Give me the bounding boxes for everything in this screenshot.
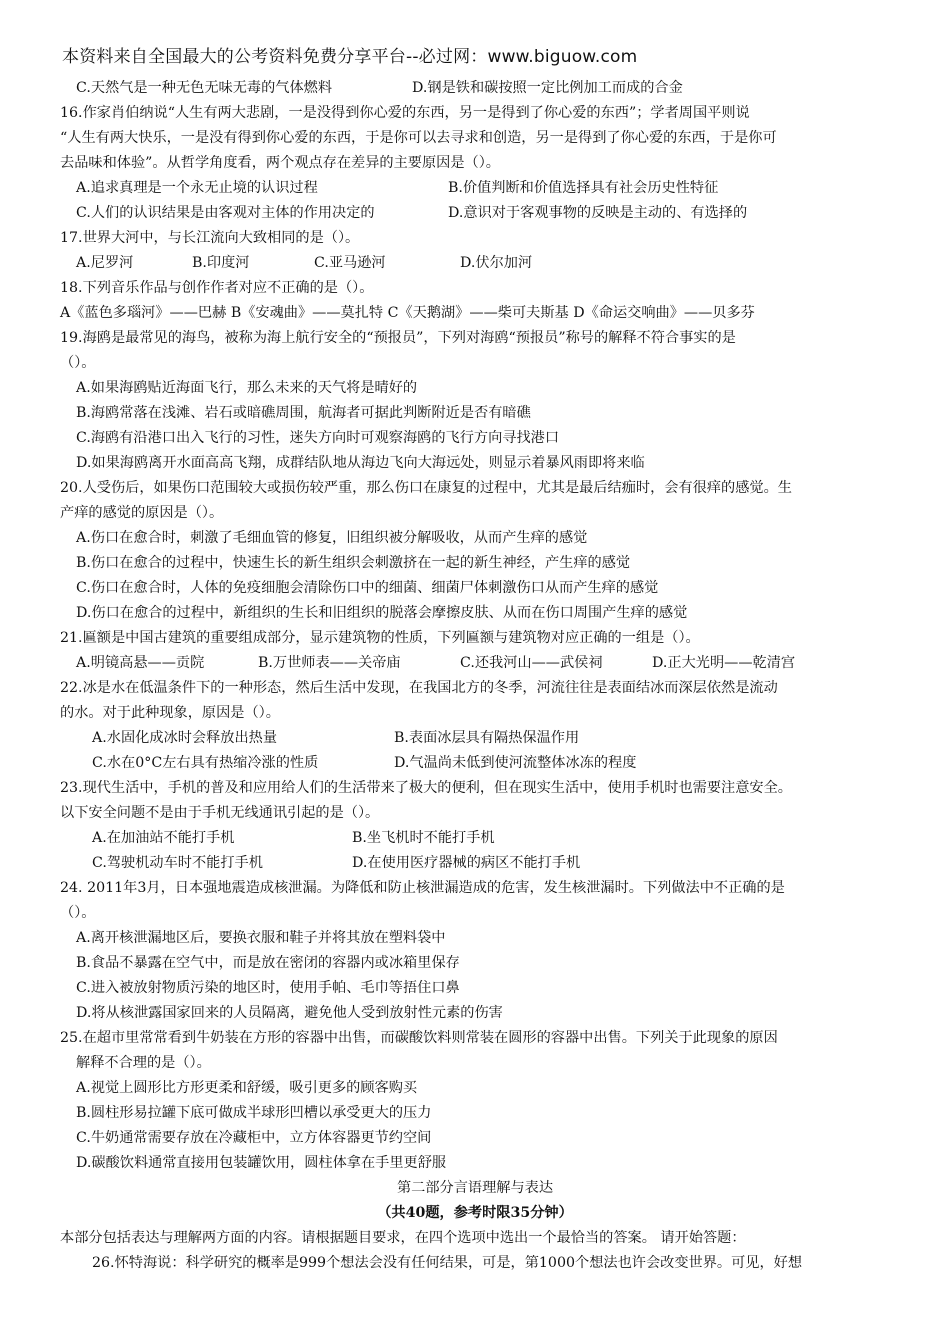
q24-option-c: C.进入被放射物质污染的地区时，使用手帕、毛巾等捂住口鼻 <box>76 980 460 996</box>
q20-option-b: B.伤口在愈合的过程中，快速生长的新生组织会刺激挤在一起的新生神经，产生痒的感觉 <box>76 555 631 571</box>
q23-option-b: B.坐飞机时不能打手机 <box>352 830 495 846</box>
q21-option-d: D.正大光明——乾清宫 <box>652 655 796 671</box>
q23-stem-line2: 以下安全问题不是由于手机无线通讯引起的是（）。 <box>60 805 380 821</box>
q25-option-d: D.碳酸饮料通常直接用包装罐饮用，圆柱体拿在手里更舒服 <box>76 1155 447 1171</box>
q24-stem-line1: 24. 2011年3月，日本强地震造成核泄漏。为降低和防止核泄漏造成的危害，发生核泄漏时。下列做法中不正确的是 <box>60 880 785 896</box>
q22-option-d: D.气温尚未低到使河流整体冰冻的程度 <box>394 755 637 771</box>
q16-stem-line3: 去品味和体验”。从哲学角度看，两个观点存在差异的主要原因是（）。 <box>60 155 500 171</box>
q20-option-a: A.伤口在愈合时，刺激了毛细血管的修复，旧组织被分解吸收，从而产生痒的感觉 <box>76 530 588 546</box>
q23-stem-line1: 23.现代生活中，手机的普及和应用给人们的生活带来了极大的便利，但在现实生活中，使用手机时也需要注意安全。 <box>60 780 792 796</box>
q22-stem-line2: 的水。对于此种现象，原因是（）。 <box>60 705 280 721</box>
q20-stem-line1: 20.人受伤后，如果伤口范围较大或损伤较严重，那么伤口在康复的过程中，尤其是最后结痂时，会有很痒的感觉。生 <box>60 480 792 496</box>
section-subtitle: （共40题，参考时限35分钟） <box>377 1205 573 1221</box>
q19-stem-line1: 19.海鸥是最常见的海鸟，被称为海上航行安全的“预报员”，下列对海鸥“预报员”称号的解释不符合事实的是 <box>60 330 736 346</box>
q20-stem-line2: 产痒的感觉的原因是（）。 <box>60 505 224 521</box>
q20-option-d: D.伤口在愈合的过程中，新组织的生长和旧组织的脱落会摩擦皮肤、从而在伤口周围产生痒的感觉 <box>76 605 688 621</box>
q25-stem-line1: 25.在超市里常常看到牛奶装在方形的容器中出售，而碳酸饮料则常装在圆形的容器中出售。下列关于此现象的原因 <box>60 1030 778 1046</box>
q25-option-b: B.圆柱形易拉罐下底可做成半球形凹槽以承受更大的压力 <box>76 1105 432 1121</box>
q16-option-d: D.意识对于客观事物的反映是主动的、有选择的 <box>448 205 748 221</box>
q16-option-b: B.价值判断和价值选择具有社会历史性特征 <box>448 180 719 196</box>
q17-stem: 17.世界大河中，与长江流向大致相同的是（）。 <box>60 230 360 246</box>
page-header: 本资料来自全国最大的公考资料免费分享平台--必过网：www.biguow.com <box>62 47 638 67</box>
q23-option-c: C.驾驶机动车时不能打手机 <box>92 855 263 871</box>
q15-option-d: D.钢是铁和碳按照一定比例加工而成的合金 <box>412 80 683 96</box>
q24-stem-line2: （）。 <box>60 905 96 921</box>
q16-stem-line2: “人生有两大快乐，一是没有得到你心爱的东西，于是你可以去寻求和创造，另一是得到了你心爱的东西，于是你可 <box>60 130 777 146</box>
q22-option-a: A.水固化成冰时会释放出热量 <box>92 730 278 746</box>
q18-options: A《蓝色多瑙河》——巴赫 B《安魂曲》——莫扎特 C《天鹅湖》——柴可夫斯基 D《命运交响曲》——贝多芬 <box>60 305 755 321</box>
section-title: 第二部分言语理解与表达 <box>396 1180 554 1196</box>
q22-option-c: C.水在0°C左右具有热缩冷涨的性质 <box>92 755 319 771</box>
q19-option-d: D.如果海鸥离开水面高高飞翔，成群结队地从海边飞向大海远处，则显示着暴风雨即将来临 <box>76 455 645 471</box>
q19-option-c: C.海鸥有沿港口出入飞行的习性，迷失方向时可观察海鸥的飞行方向寻找港口 <box>76 430 560 446</box>
q17-option-a: A.尼罗河 <box>76 255 134 271</box>
q18-stem: 18.下列音乐作品与创作作者对应不正确的是（）。 <box>60 280 374 296</box>
q21-option-b: B.万世师表——关帝庙 <box>258 655 401 671</box>
q24-option-a: A.离开核泄漏地区后，要换衣服和鞋子并将其放在塑料袋中 <box>76 930 446 946</box>
q19-option-b: B.海鸥常落在浅滩、岩石或暗礁周围，航海者可据此判断附近是否有暗礁 <box>76 405 531 421</box>
q17-option-c: C.亚马逊河 <box>314 255 386 271</box>
q23-option-a: A.在加油站不能打手机 <box>92 830 235 846</box>
q15-option-c: C.天然气是一种无色无味无毒的气体燃料 <box>76 80 333 96</box>
q22-option-b: B.表面冰层具有隔热保温作用 <box>394 730 580 746</box>
q25-option-c: C.牛奶通常需要存放在冷藏柜中，立方体容器更节约空间 <box>76 1130 432 1146</box>
section-intro: 本部分包括表达与理解两方面的内容。请根据题目要求，在四个选项中选出一个最恰当的答案。 请开始答题： <box>60 1230 746 1246</box>
q22-stem-line1: 22.冰是水在低温条件下的一种形态，然后生活中发现，在我国北方的冬季，河流往往是表面结冰而深层依然是流动 <box>60 680 778 696</box>
q16-stem-line1: 16.作家肖伯纳说“人生有两大悲剧，一是没得到你心爱的东西，另一是得到了你心爱的东西”；学者周国平则说 <box>60 105 750 121</box>
q24-option-d: D.将从核泄露国家回来的人员隔离，避免他人受到放射性元素的伤害 <box>76 1005 503 1021</box>
q16-option-a: A.追求真理是一个永无止境的认识过程 <box>76 180 318 196</box>
q21-option-c: C.还我河山——武侯祠 <box>460 655 603 671</box>
q25-stem-line2: 解释不合理的是（）。 <box>76 1055 211 1071</box>
q17-option-b: B.印度河 <box>192 255 250 271</box>
q20-option-c: C.伤口在愈合时，人体的免疫细胞会清除伤口中的细菌、细菌尸体刺激伤口从而产生痒的感觉 <box>76 580 659 596</box>
q21-option-a: A.明镜高悬——贡院 <box>76 655 205 671</box>
q16-option-c: C.人们的认识结果是由客观对主体的作用决定的 <box>76 205 375 221</box>
q25-option-a: A.视觉上圆形比方形更柔和舒缓，吸引更多的顾客购买 <box>76 1080 418 1096</box>
q19-stem-line2: （）。 <box>60 355 96 371</box>
q26-stem-line1: 26.怀特海说：科学研究的概率是999个想法会没有任何结果，可是，第1000个想法也许会改变世界。可见，好想 <box>92 1255 803 1271</box>
q24-option-b: B.食品不暴露在空气中，而是放在密闭的容器内或冰箱里保存 <box>76 955 460 971</box>
q23-option-d: D.在使用医疗器械的病区不能打手机 <box>352 855 581 871</box>
q21-stem: 21.匾额是中国古建筑的重要组成部分，显示建筑物的性质，下列匾额与建筑物对应正确的一组是（）。 <box>60 630 700 646</box>
q17-option-d: D.伏尔加河 <box>460 255 533 271</box>
q19-option-a: A.如果海鸥贴近海面飞行，那么未来的天气将是晴好的 <box>76 380 418 396</box>
